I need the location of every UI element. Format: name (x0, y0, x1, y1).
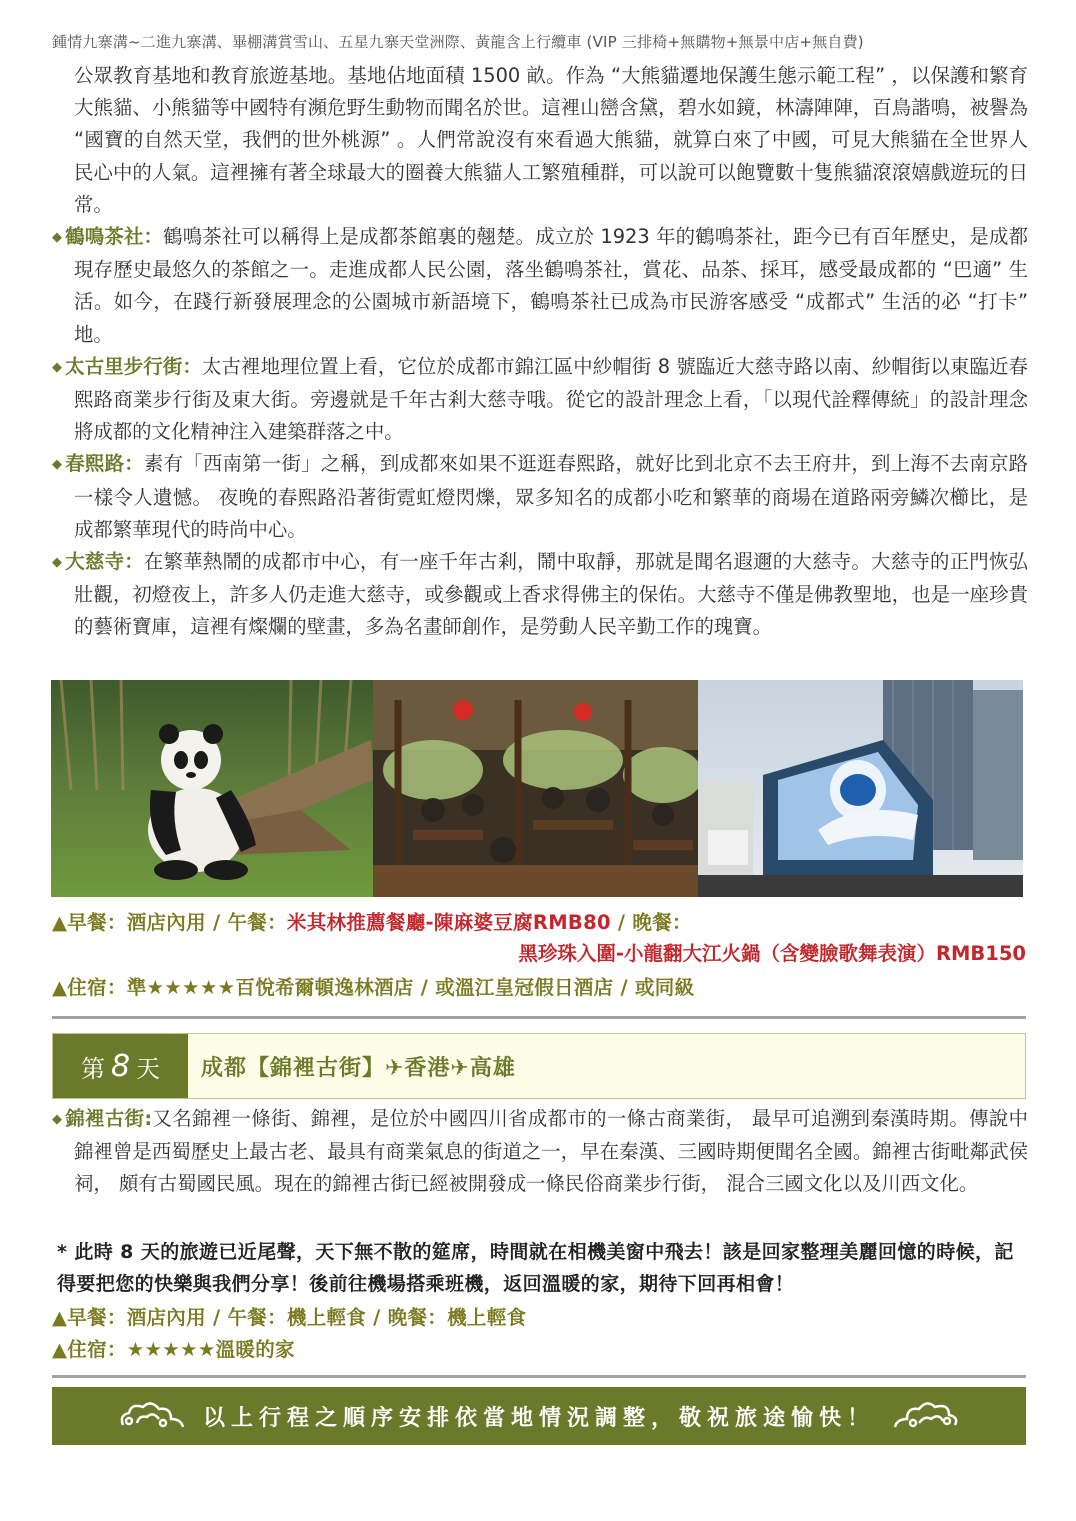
day8-meals: ▲早餐：酒店內用 / 午餐：機上輕食 / 晚餐：機上輕食 (52, 1306, 527, 1329)
item-title: 鶴鳴茶社： (65, 225, 164, 249)
day8-hotel: ▲住宿：★★★★★溫暖的家 (52, 1338, 295, 1361)
day-number: 8 (110, 1048, 131, 1084)
photo-strip (51, 680, 1023, 897)
day7-content (52, 60, 1028, 644)
day8-content (52, 1103, 1028, 1201)
item-text: 素有「西南第一街」之稱，到成都來如果不逛逛春熙路，就好比到北京不去王府井，到上海不去南京路一樣令人遺憾。 夜晚的春熙路沿著街霓虹燈閃爍，眾多知名的成都小吃和繁華的商場在道路兩旁鱗次櫛比，是成都繁華現代的時尚中心。 (74, 452, 1028, 541)
panda-base-text: 公眾教育基地和教育旅遊基地。基地佔地面積 1500 畝。作為 “大熊貓遷地保護生態示範工程” ，以保護和繁育大熊貓、小熊貓等中國特有瀕危野生動物而聞名於世。這裡山巒含黛，碧水如鏡，林濤陣陣，百鳥諧鳴，被譽為 “國寶的自然天堂，我們的世外桃源” 。人們常說沒有來看過大熊貓，就算白來了中國，可見大熊貓在全世界人民心中的人氣。這裡擁有著全球最大的圈養大熊貓人工繁殖種群，可以說可以飽覽數十隻熊貓滾滾嬉戲遊玩的日常。 (74, 64, 1028, 216)
item-title: 春熙路： (65, 452, 144, 476)
day7-hotel: ▲住宿：準★★★★★百悅希爾頓逸林酒店 / 或溫江皇冠假日酒店 / 或同級 (52, 976, 695, 999)
divider (52, 1375, 1026, 1378)
teahouse-photo (373, 680, 698, 897)
divider (52, 1016, 1026, 1019)
diamond-bullet-icon: ◆ (52, 555, 62, 571)
diamond-bullet-icon: ◆ (52, 1112, 62, 1127)
day-number-label (53, 1034, 188, 1098)
item-title: 太古里步行街： (65, 354, 202, 378)
panda-photo (51, 680, 373, 897)
item-text: 又名錦裡一條街、錦裡，是位於中國四川省成都市的一條古商業街， 最早可追溯到秦漢時期。傳說中錦裡曾是西蜀歷史上最古老、最具有商業氣息的街道之一，早在秦漢、三國時期便聞名全國。錦裡古街毗鄰武侯祠， 頗有古蜀國民風。現在的錦裡古街已經被開發成一條民俗商業步行街， 混合三國文化以及川西文化。 (74, 1107, 1028, 1196)
day8-banner (52, 1033, 1026, 1099)
day8-title: 成都【錦裡古街】✈香港✈高雄 (201, 1056, 516, 1081)
page-header: 鍾情九寨溝~二進九寨溝、畢棚溝賞雪山、五星九寨天堂洲際、黃龍含上行纜車 (VIP 三排椅+無購物+無景中店+無自費) (52, 33, 864, 51)
cloud-ornament-icon (117, 1399, 189, 1433)
meal-prefix: ▲早餐：酒店內用 / 午餐： (52, 911, 287, 934)
day-prefix: 第 (80, 1054, 105, 1083)
item-title: 錦裡古街: (65, 1107, 153, 1130)
item-taikoo-li (52, 351, 1028, 449)
item-title: 大慈寺： (65, 550, 144, 574)
dinner-label: / 晚餐： (610, 911, 692, 934)
diamond-bullet-icon: ◆ (52, 457, 62, 473)
dinner-restaurant: 黑珍珠入圍-小龍翻大江火鍋（含變臉歌舞表演）RMB150 (518, 942, 1026, 965)
item-daci-temple (52, 546, 1028, 644)
item-text: 鶴鳴茶社可以稱得上是成都茶館裏的翹楚。成立於 1923 年的鶴鳴茶社，距今已有百年歷史，是成都現存歷史最悠久的茶館之一。走進成都人民公園，落坐鶴鳴茶社，賞花、品茶、採耳，感受最成都的 “巴適” 生活。如今，在踐行新發展理念的公園城市新語境下，鶴鳴茶社已成為市民游客感受 “成都式” 生活的必 “打卡” 地。 (74, 225, 1028, 346)
item-heming-teahouse (52, 221, 1028, 351)
item-text: 在繁華熱鬧的成都市中心，有一座千年古剎，鬧中取靜，那就是聞名遐邇的大慈寺。大慈寺的正門恢弘壯觀，初燈夜上，許多人仍走進大慈寺，或參觀或上香求得佛主的保佑。大慈寺不僅是佛教聖地，也是一座珍貴的藝術寶庫，這裡有燦爛的壁畫，多為名畫師創作，是勞動人民辛勤工作的瑰寶。 (74, 550, 1028, 639)
closing-note: * 此時 8 天的旅遊已近尾聲，天下無不散的筵席，時間就在相機美窗中飛去！該是回家整理美麗回憶的時候，記得要把您的快樂與我們分享！後前往機場搭乘班機，返回溫暖的家，期待下回再相會！ (57, 1241, 1014, 1295)
footer-banner (52, 1387, 1026, 1445)
item-jinli-street (52, 1103, 1028, 1201)
footer-text: 以上行程之順序安排依當地情況調整，敬祝旅途愉快！ (202, 1405, 875, 1431)
cloud-ornament-icon (889, 1399, 961, 1433)
item-chunxi-road (52, 448, 1028, 546)
diamond-bullet-icon: ◆ (52, 230, 62, 246)
diamond-bullet-icon: ◆ (52, 359, 62, 375)
taikooli-billboard-photo (698, 680, 1023, 897)
item-text: 太古裡地理位置上看，它位於成都市錦江區中紗帽街 8 號臨近大慈寺路以南、紗帽街以東臨近春熙路商業步行街及東大街。旁邊就是千年古剎大慈寺哦。從它的設計理念上看，「以現代詮釋傳統」的設計理念將成都的文化精神注入建築群落之中。 (74, 354, 1028, 444)
day-suffix: 天 (136, 1054, 161, 1083)
day7-meals (52, 907, 692, 935)
lunch-restaurant: 米其林推薦餐廳-陳麻婆豆腐RMB80 (286, 911, 611, 934)
